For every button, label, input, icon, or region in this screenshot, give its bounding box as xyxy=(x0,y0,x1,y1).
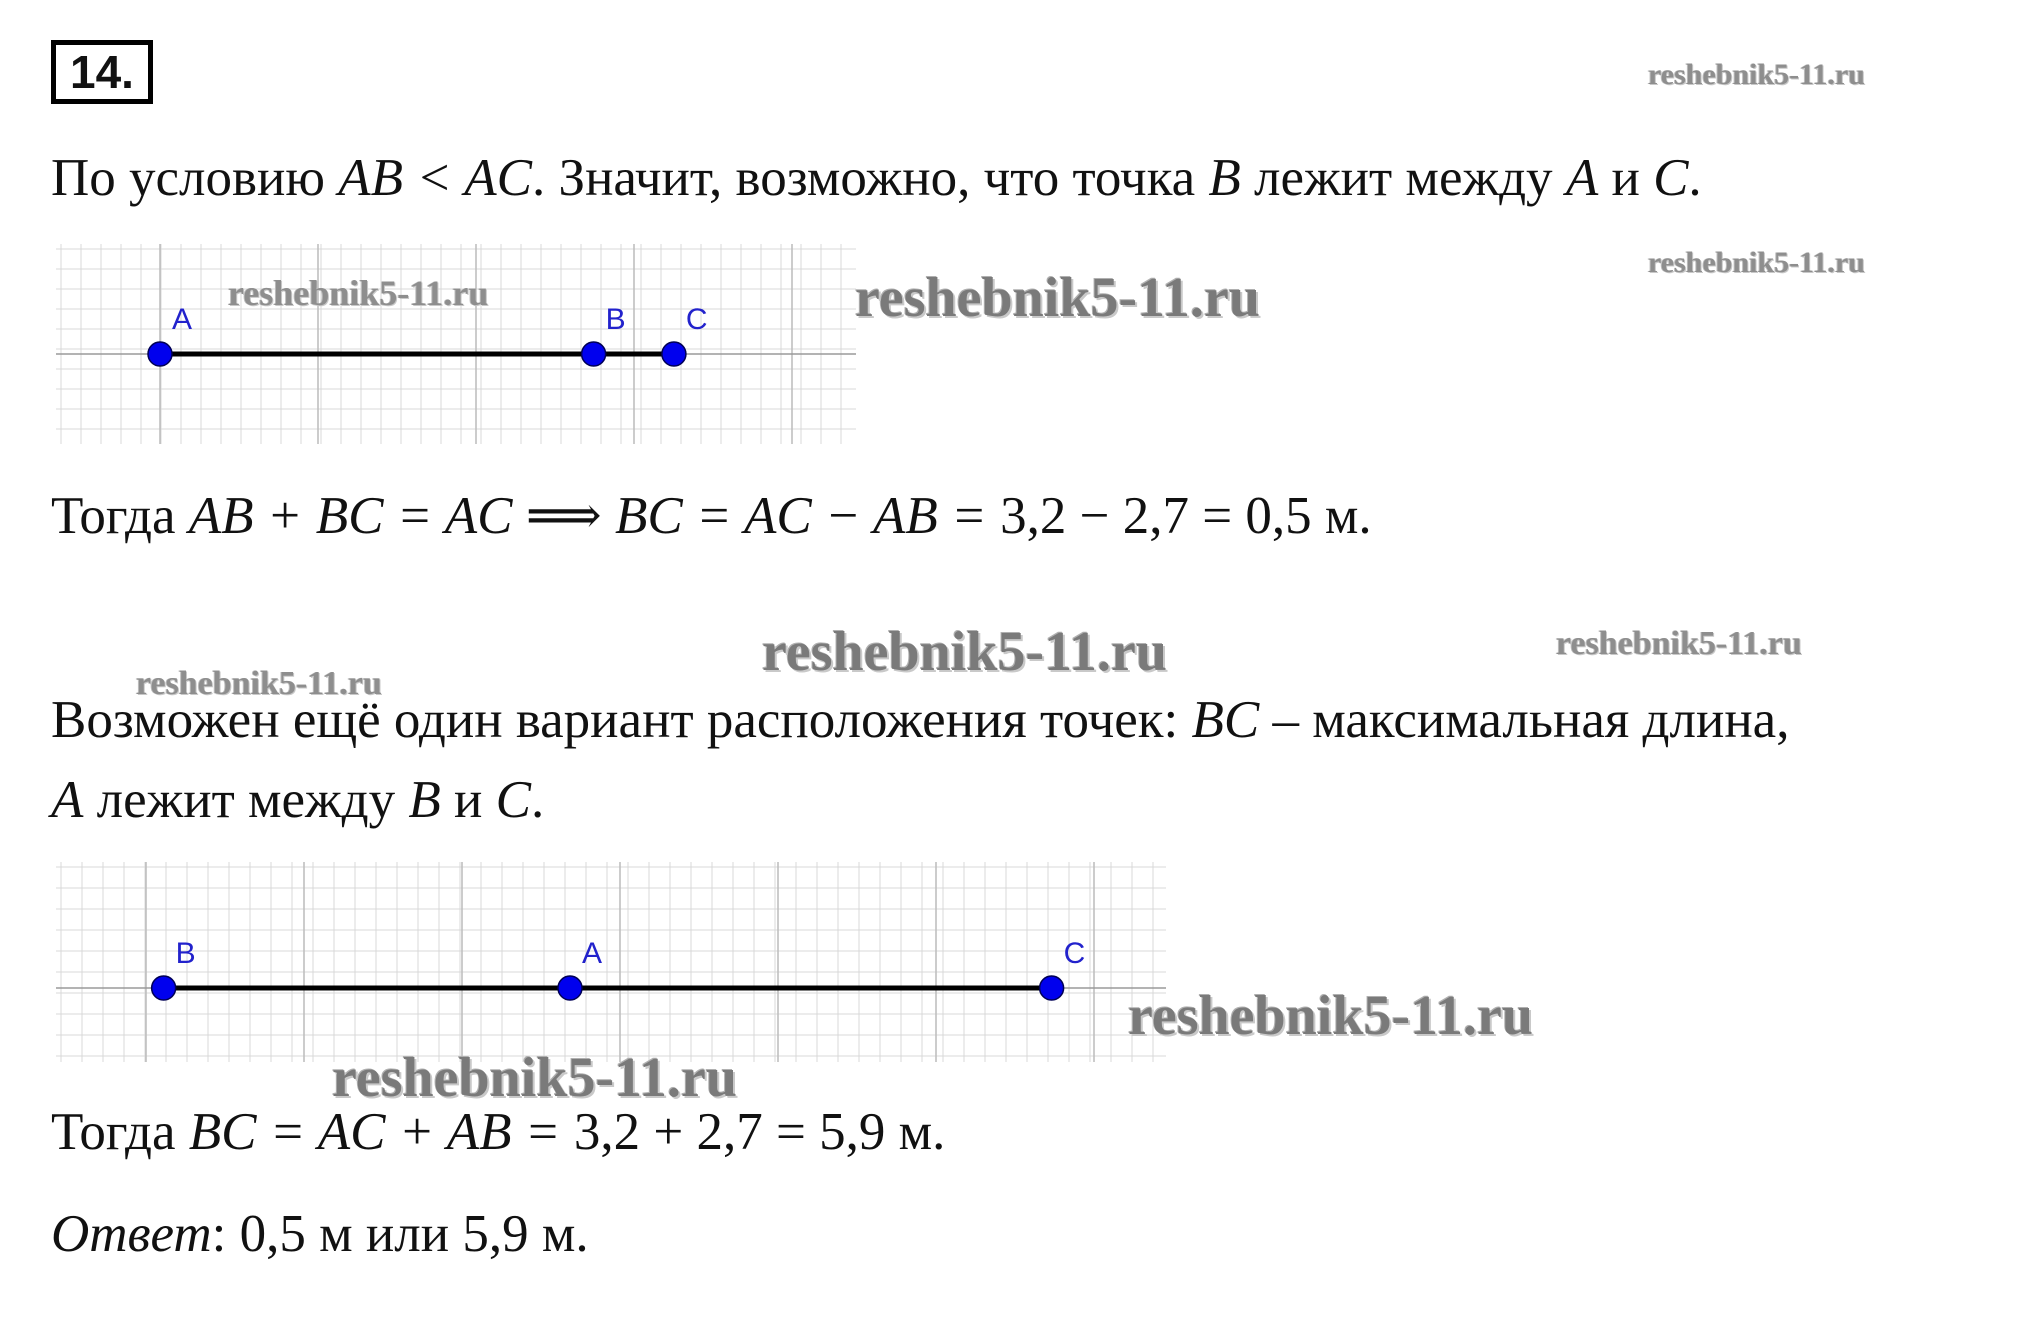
text-fragment: . Значит, возможно, что точка xyxy=(532,149,1209,207)
text-fragment: лежит между xyxy=(83,771,409,829)
answer-label: Ответ xyxy=(51,1205,212,1263)
text-fragment: Тогда xyxy=(51,487,189,545)
text-fragment: . xyxy=(531,771,545,829)
answer-line xyxy=(51,1202,589,1266)
text-fragment: 3,2 + 2,7 = 5,9 м. xyxy=(573,1103,946,1161)
watermark: reshebnik5-11.ru xyxy=(1648,58,1865,91)
watermark: reshebnik5-11.ru xyxy=(332,1047,738,1109)
text-fragment: и xyxy=(1598,149,1654,207)
watermark: reshebnik5-11.ru xyxy=(762,621,1168,683)
math-fragment: BC xyxy=(1191,691,1260,749)
watermark: reshebnik5-11.ru xyxy=(1556,625,1802,662)
point-label-a: A xyxy=(172,303,193,336)
point-label-c: C xyxy=(685,303,708,336)
second-case-line-cont xyxy=(51,768,544,832)
point-c xyxy=(1040,976,1064,1000)
point-label-b: B xyxy=(175,937,196,970)
watermark: reshebnik5-11.ru xyxy=(855,267,1261,329)
answer-value: : 0,5 м или 5,9 м. xyxy=(211,1205,589,1263)
watermark: reshebnik5-11.ru xyxy=(1128,985,1534,1047)
computation-line-2 xyxy=(51,1100,945,1164)
math-fragment: AB < AC xyxy=(338,149,533,207)
point-b xyxy=(582,342,606,366)
text-fragment: Возможен ещё один вариант расположения точек: xyxy=(51,691,1192,749)
text-fragment: 3,2 − 2,7 = 0,5 м. xyxy=(1000,487,1372,545)
watermark: reshebnik5-11.ru xyxy=(136,665,382,702)
second-case-line xyxy=(51,688,1789,752)
problem-number: 14. xyxy=(51,40,153,104)
math-fragment: AB + BC = AC ⟹ BC = AC − AB = xyxy=(188,487,1001,545)
math-fragment: B xyxy=(1208,149,1241,207)
point-b xyxy=(152,976,176,1000)
point-c xyxy=(662,342,686,366)
point-a xyxy=(148,342,172,366)
text-fragment: . xyxy=(1688,149,1702,207)
math-fragment: A xyxy=(1565,149,1599,207)
point-label-c: C xyxy=(1063,937,1086,970)
segment-diagram-2 xyxy=(56,862,1166,1062)
condition-line xyxy=(51,146,1702,210)
math-fragment: BC = AC + AB = xyxy=(188,1103,574,1161)
text-fragment: Тогда xyxy=(51,1103,189,1161)
math-fragment: C xyxy=(1653,149,1689,207)
text-fragment: лежит между xyxy=(1240,149,1566,207)
point-a xyxy=(558,976,582,1000)
watermark: reshebnik5-11.ru xyxy=(228,273,489,313)
point-label-a: A xyxy=(582,937,603,970)
text-fragment: и xyxy=(440,771,496,829)
point-label-b: B xyxy=(605,303,626,336)
math-fragment: B xyxy=(408,771,441,829)
watermark: reshebnik5-11.ru xyxy=(1648,246,1865,279)
math-fragment: A xyxy=(51,771,84,829)
text-fragment: – максимальная длина, xyxy=(1259,691,1790,749)
computation-line-1 xyxy=(51,484,1372,548)
text-fragment: По условию xyxy=(51,149,339,207)
math-fragment: C xyxy=(495,771,531,829)
